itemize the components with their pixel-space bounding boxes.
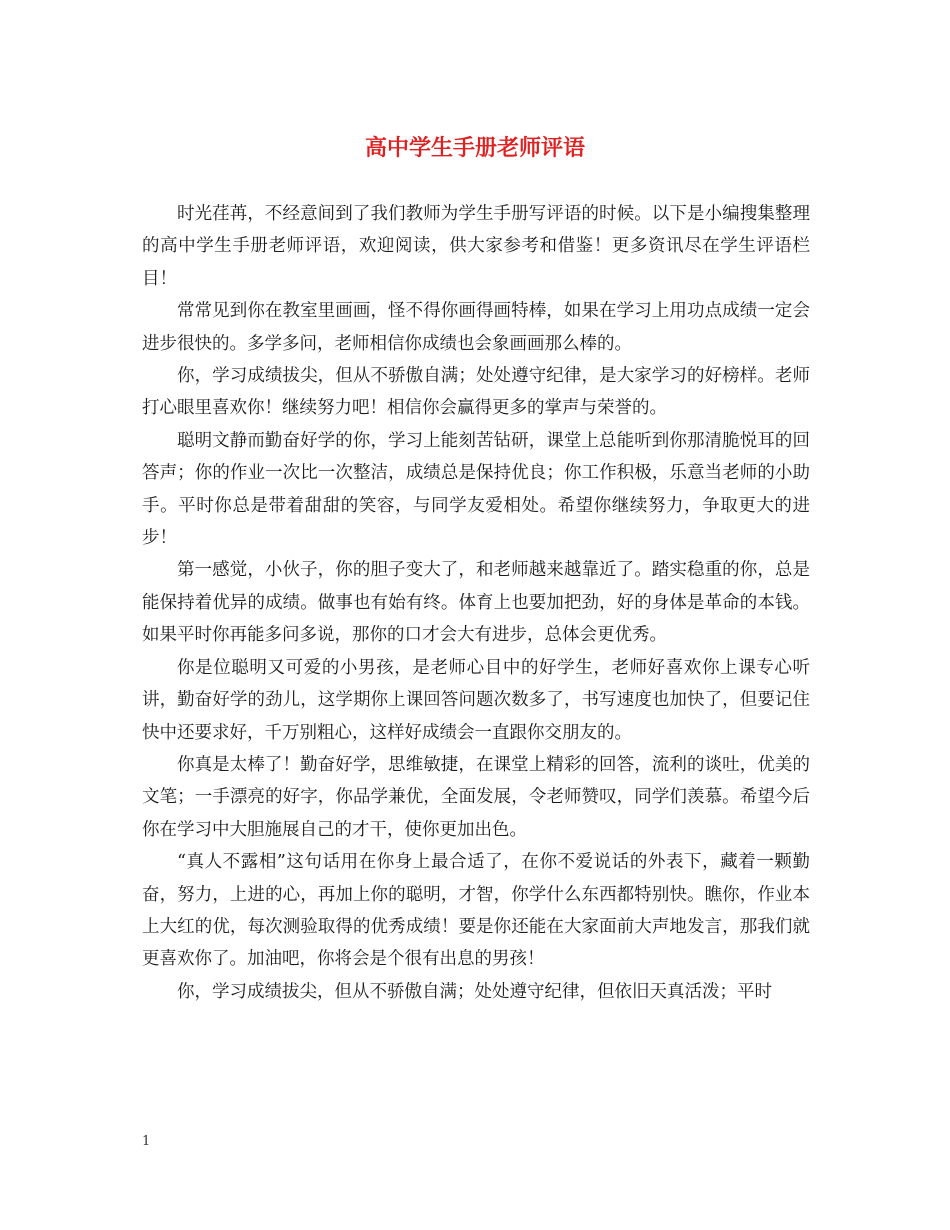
paragraph-comment: “真人不露相”这句话用在你身上最合适了，在你不爱说话的外表下，藏着一颗勤奋，努力，上进的心，再加上你的聪明，才智，你学什么东西都特别快。瞧你，作业本上大红的优，每次测验取得的优秀成绩！要是你还能在大家面前大声地发言，那我们就更喜欢你了。加油吧，你将会是个很有出息的男孩！ [142, 852, 810, 970]
document-body [142, 198, 810, 1008]
paragraph-comment: 你是位聪明又可爱的小男孩，是老师心目中的好学生，老师好喜欢你上课专心听讲，勤奋好学的劲儿，这学期你上课回答问题次数多了，书写速度也加快了，但要记住快中还要求好，千万别粗心，这样好成绩会一直跟你交朋友的。 [142, 657, 810, 743]
page-number: 1 [142, 1134, 151, 1149]
paragraph-comment: 你，学习成绩拔尖，但从不骄傲自满；处处遵守纪律，是大家学习的好榜样。老师打心眼里喜欢你！继续努力吧！相信你会赢得更多的掌声与荣誉的。 [142, 366, 810, 419]
paragraph-comment: 你，学习成绩拔尖，但从不骄傲自满；处处遵守纪律，但依旧天真活泼；平时 [177, 981, 772, 1002]
paragraph-intro: 时光荏苒，不经意间到了我们教师为学生手册写评语的时候。以下是小编搜集整理的高中学生手册老师评语，欢迎阅读，供大家参考和借鉴！更多资讯尽在学生评语栏目！ [142, 204, 810, 289]
paragraph-comment: 常常见到你在教室里画画，怪不得你画得画特棒，如果在学习上用功点成绩一定会进步很快的。多学多问，老师相信你成绩也会象画画那么棒的。 [142, 301, 810, 354]
paragraph-comment: 聪明文静而勤奋好学的你，学习上能刻苦钻研，课堂上总能听到你那清脆悦耳的回答声；你的作业一次比一次整洁，成绩总是保持优良；你工作积极，乐意当老师的小助手。平时你总是带着甜甜的笑容，与同学友爱相处。希望你继续努力，争取更大的进步！ [142, 430, 810, 549]
document-title: 高中学生手册老师评语 [364, 135, 585, 161]
paragraph-comment: 你真是太棒了！勤奋好学，思维敏捷，在课堂上精彩的回答，流利的谈吐，优美的文笔；一手漂亮的好字，你品学兼优，全面发展，令老师赞叹，同学们羡慕。希望今后你在学习中大胆施展自己的才干，使你更加出色。 [142, 754, 810, 840]
paragraph-comment: 第一感觉，小伙子，你的胆子变大了，和老师越来越靠近了。踏实稳重的你，总是能保持着优异的成绩。做事也有始有终。体育上也要加把劲，好的身体是革命的本钱。如果平时你再能多问多说，那你的口才会大有进步，总体会更优秀。 [142, 560, 810, 646]
